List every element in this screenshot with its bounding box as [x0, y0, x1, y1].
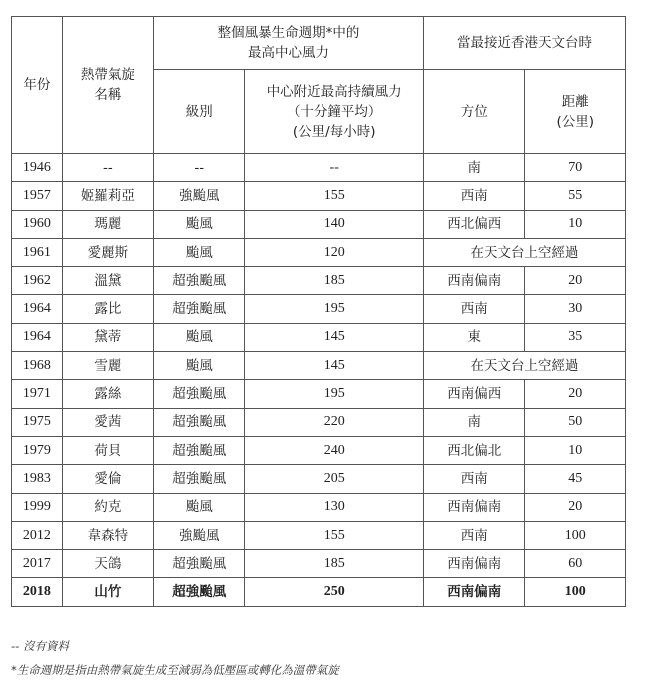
table-row	[12, 210, 626, 238]
cell-distance: 50	[525, 408, 626, 436]
header-category: 級別	[154, 70, 245, 154]
cell-name: 露比	[62, 295, 153, 323]
cell-direction: 西南偏南	[424, 578, 525, 606]
footnotes	[11, 634, 631, 682]
table-row	[12, 493, 626, 521]
cell-year: 1983	[12, 465, 63, 493]
cell-category: --	[154, 154, 245, 182]
cell-max-wind: 155	[245, 182, 424, 210]
cell-direction: 西南	[424, 521, 525, 549]
cell-name: 雪麗	[62, 352, 153, 380]
cell-category: 颱風	[154, 238, 245, 266]
cell-category: 強颱風	[154, 521, 245, 549]
cell-max-wind: 185	[245, 267, 424, 295]
header-year: 年份	[12, 17, 63, 154]
cell-category: 超強颱風	[154, 267, 245, 295]
cell-category: 超強颱風	[154, 408, 245, 436]
cell-overhead: 在天文台上空經過	[424, 238, 626, 266]
cell-direction: 西南偏南	[424, 493, 525, 521]
cell-direction: 西南	[424, 465, 525, 493]
header-lifecycle-group: 整個風暴生命週期*中的 最高中心風力	[154, 17, 424, 70]
cell-distance: 70	[525, 154, 626, 182]
table-row	[12, 352, 626, 380]
cell-year: 1960	[12, 210, 63, 238]
cell-distance: 100	[525, 521, 626, 549]
cell-name: 溫黛	[62, 267, 153, 295]
cell-direction: 西南	[424, 182, 525, 210]
cell-year: 1968	[12, 352, 63, 380]
cell-direction: 西北偏北	[424, 436, 525, 464]
cell-name: 約克	[62, 493, 153, 521]
footnote-lifecycle: *生命週期是指由熱帶氣旋生成至減弱為低壓區或轉化為溫帶氣旋	[11, 663, 339, 677]
cell-max-wind: 120	[245, 238, 424, 266]
cell-year: 1971	[12, 380, 63, 408]
table-row	[12, 295, 626, 323]
cell-year: 1999	[12, 493, 63, 521]
cell-category: 超強颱風	[154, 295, 245, 323]
cell-year: 1962	[12, 267, 63, 295]
table-row	[12, 154, 626, 182]
cell-overhead: 在天文台上空經過	[424, 352, 626, 380]
cell-name: --	[62, 154, 153, 182]
table-row	[12, 380, 626, 408]
cell-direction: 西南	[424, 295, 525, 323]
cell-category: 超強颱風	[154, 380, 245, 408]
cell-max-wind: 145	[245, 323, 424, 351]
header-direction: 方位	[424, 70, 525, 154]
table-body	[12, 154, 626, 607]
cell-direction: 西南偏西	[424, 380, 525, 408]
cell-name: 愛麗斯	[62, 238, 153, 266]
table-row	[12, 521, 626, 549]
cell-category: 超強颱風	[154, 550, 245, 578]
cell-year: 1979	[12, 436, 63, 464]
header-name: 熱帶氣旋 名稱	[62, 17, 153, 154]
cell-name: 露絲	[62, 380, 153, 408]
cell-max-wind: --	[245, 154, 424, 182]
cell-year: 1975	[12, 408, 63, 436]
cell-name: 黛蒂	[62, 323, 153, 351]
cell-direction: 南	[424, 408, 525, 436]
cell-max-wind: 240	[245, 436, 424, 464]
cell-max-wind: 155	[245, 521, 424, 549]
cell-year: 1964	[12, 295, 63, 323]
cell-distance: 60	[525, 550, 626, 578]
cell-category: 颱風	[154, 210, 245, 238]
table-row	[12, 408, 626, 436]
cell-category: 颱風	[154, 493, 245, 521]
table-row	[12, 436, 626, 464]
cell-distance: 100	[525, 578, 626, 606]
cell-max-wind: 205	[245, 465, 424, 493]
cell-year: 2012	[12, 521, 63, 549]
table-row	[12, 550, 626, 578]
table-row	[12, 182, 626, 210]
cell-category: 颱風	[154, 352, 245, 380]
cell-max-wind: 195	[245, 380, 424, 408]
cell-max-wind: 145	[245, 352, 424, 380]
typhoon-table	[11, 16, 626, 607]
cell-year: 2017	[12, 550, 63, 578]
cell-distance: 20	[525, 493, 626, 521]
table-row	[12, 465, 626, 493]
cell-year: 1961	[12, 238, 63, 266]
table-row	[12, 267, 626, 295]
cell-distance: 55	[525, 182, 626, 210]
cell-max-wind: 250	[245, 578, 424, 606]
cell-category: 超強颱風	[154, 578, 245, 606]
cell-year: 1946	[12, 154, 63, 182]
cell-max-wind: 130	[245, 493, 424, 521]
table-row	[12, 323, 626, 351]
cell-name: 愛茜	[62, 408, 153, 436]
cell-category: 超強颱風	[154, 465, 245, 493]
cell-max-wind: 140	[245, 210, 424, 238]
cell-distance: 20	[525, 267, 626, 295]
cell-category: 颱風	[154, 323, 245, 351]
header-distance: 距離 (公里)	[525, 70, 626, 154]
cell-name: 荷貝	[62, 436, 153, 464]
cell-distance: 10	[525, 210, 626, 238]
cell-max-wind: 195	[245, 295, 424, 323]
table-row	[12, 238, 626, 266]
cell-year: 2018	[12, 578, 63, 606]
header-max-wind: 中心附近最高持續風力 （十分鐘平均） (公里/每小時)	[245, 70, 424, 154]
cell-name: 愛倫	[62, 465, 153, 493]
cell-direction: 東	[424, 323, 525, 351]
cell-year: 1964	[12, 323, 63, 351]
cell-direction: 西南偏南	[424, 550, 525, 578]
cell-name: 韋森特	[62, 521, 153, 549]
cell-distance: 30	[525, 295, 626, 323]
header-closest-group: 當最接近香港天文台時	[424, 17, 626, 70]
cell-category: 強颱風	[154, 182, 245, 210]
cell-name: 天鴿	[62, 550, 153, 578]
cell-year: 1957	[12, 182, 63, 210]
cell-name: 山竹	[62, 578, 153, 606]
cell-name: 瑪麗	[62, 210, 153, 238]
cell-name: 姬羅莉亞	[62, 182, 153, 210]
table-row	[12, 578, 626, 606]
cell-direction: 南	[424, 154, 525, 182]
cell-distance: 20	[525, 380, 626, 408]
cell-distance: 45	[525, 465, 626, 493]
cell-category: 超強颱風	[154, 436, 245, 464]
cell-direction: 西北偏西	[424, 210, 525, 238]
cell-distance: 10	[525, 436, 626, 464]
cell-max-wind: 185	[245, 550, 424, 578]
footnote-no-data: -- 沒有資料	[11, 639, 69, 653]
cell-distance: 35	[525, 323, 626, 351]
cell-max-wind: 220	[245, 408, 424, 436]
cell-direction: 西南偏南	[424, 267, 525, 295]
